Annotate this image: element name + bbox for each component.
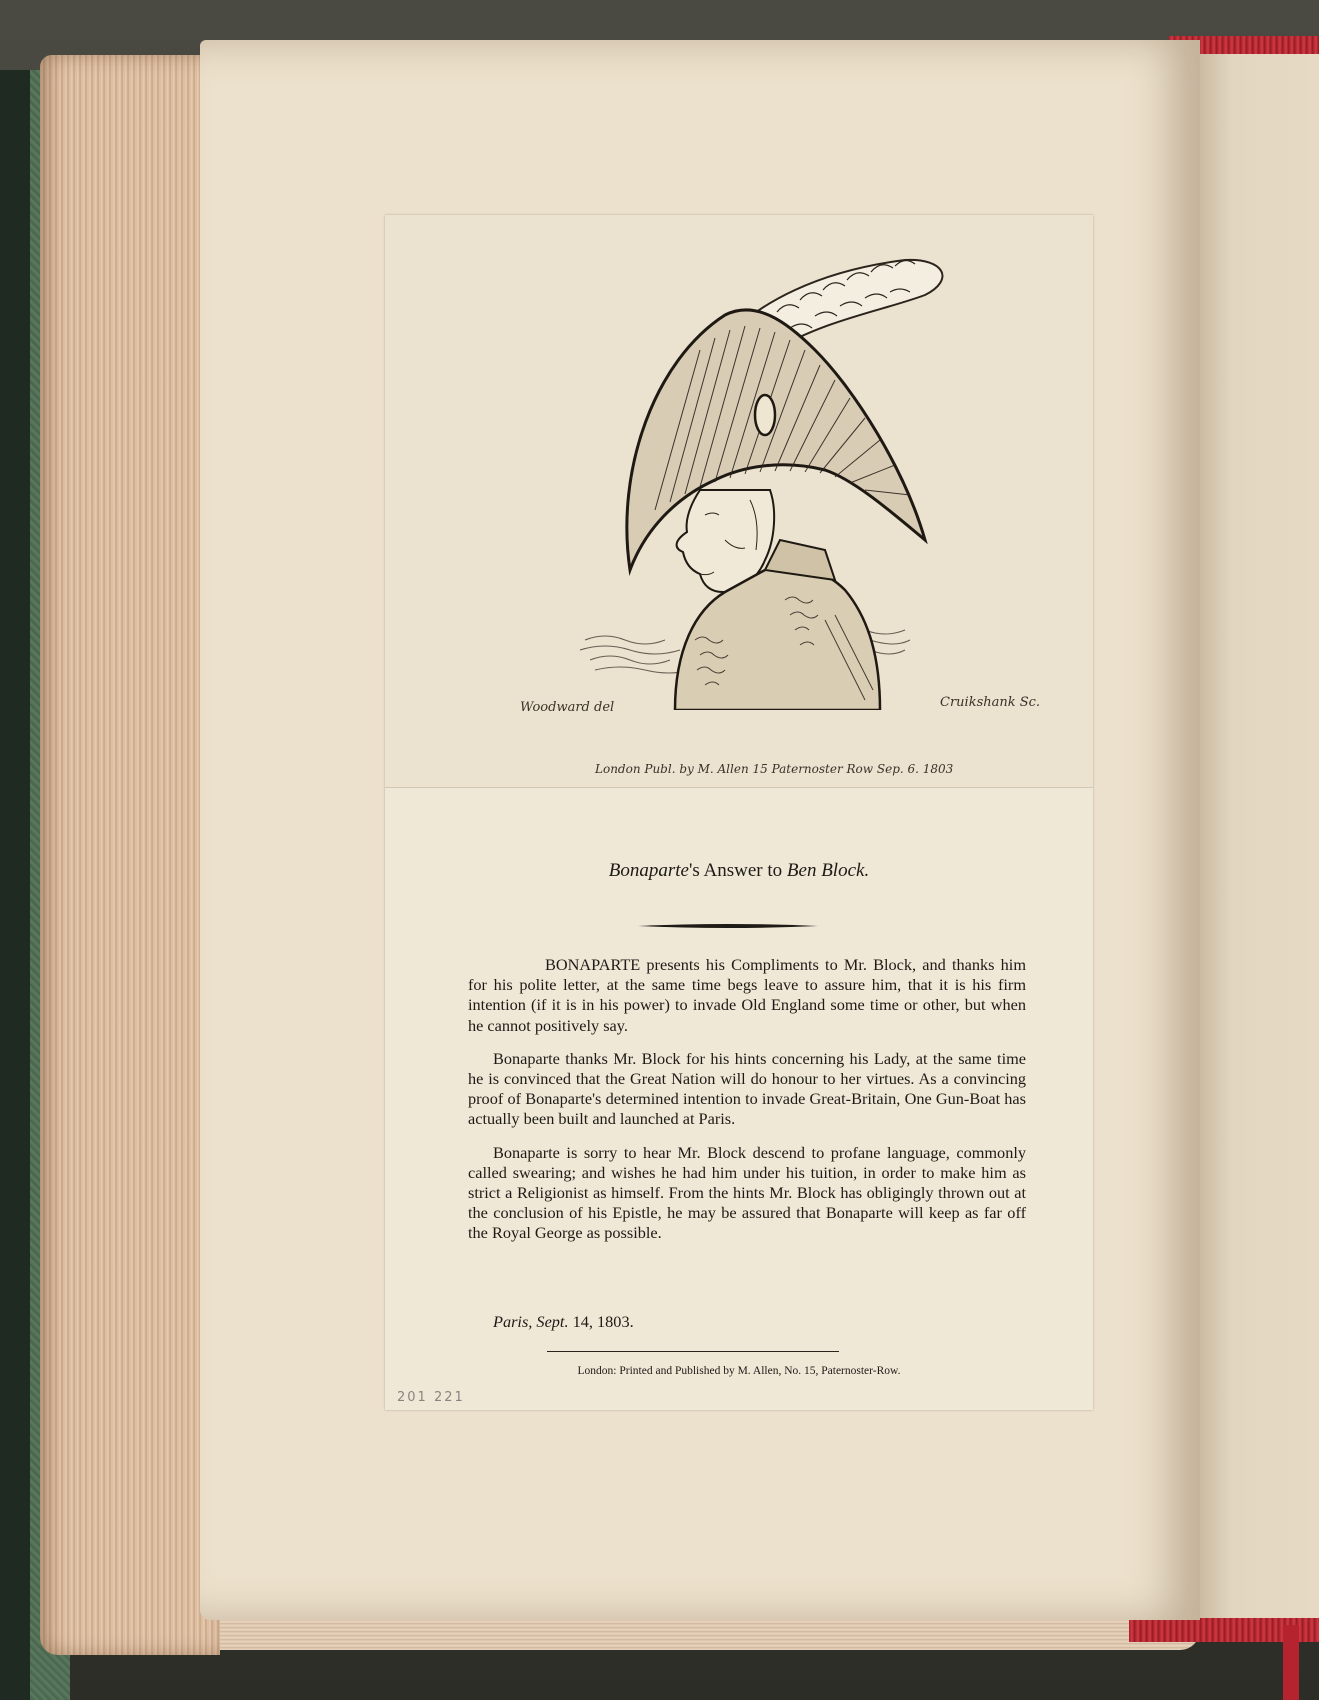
bonaparte-portrait-engraving [525,240,965,710]
letter-body [468,955,1026,1257]
broadside-print [385,215,1093,1410]
paragraph-2: Bonaparte thanks Mr. Block for his hints concerning his Lady, at the same time he is convinced that the Great Nation will do honour to her virtues. As a convincing proof of Bonaparte's determined intention to invade Great-Britain, One Gun-Boat has actually been built and launched at Paris. [468,1048,1026,1129]
engraver-credit-right: Cruikshank Sc. [940,695,1041,710]
paragraph-3: Bonaparte is sorry to hear Mr. Block descend to profane language, commonly called swearing; and wishes he had him under his tuition, in order to make him as strict a Religionist as himself. From the hints Mr. Block has obligingly thrown out at the conclusion of his Epistle, he may be assured that Bonaparte will keep as far off the Royal George as possible. [468,1142,1026,1243]
title-name: Bonaparte [608,860,689,881]
dateline-day: 14, 1803. [568,1312,634,1331]
title-middle: 's Answer to [689,860,787,881]
printer-imprint: London: Printed and Published by M. Allen, No. 15, Paternoster-Row. [577,1365,901,1377]
cover-spine-edge [0,70,30,1700]
pencil-annotation: 201 221 [397,1390,465,1405]
paragraph-1: BONAPARTE presents his Compliments to Mr. Block, and thanks him for his polite letter, at the same time begs leave to assure him, that it is his firm intention (if it is in his power) to invade Old England some time or other, but when he cannot positively say. [468,955,1026,1035]
page-stack-edges [40,55,220,1655]
document-title [385,860,1093,882]
dateline [493,1312,634,1332]
swelled-rule [638,923,818,929]
artist-credit-left: Woodward del [520,700,615,715]
ribbon-marker [1283,1625,1299,1700]
plate-imprint: London Publ. by M. Allen 15 Paternoster Row Sep. 6. 1803 [595,762,954,776]
dateline-place: Paris, Sept. [493,1312,569,1331]
engraved-plate [385,215,1093,788]
footer-rule [547,1351,839,1352]
title-addressee: Ben Block. [786,860,870,881]
